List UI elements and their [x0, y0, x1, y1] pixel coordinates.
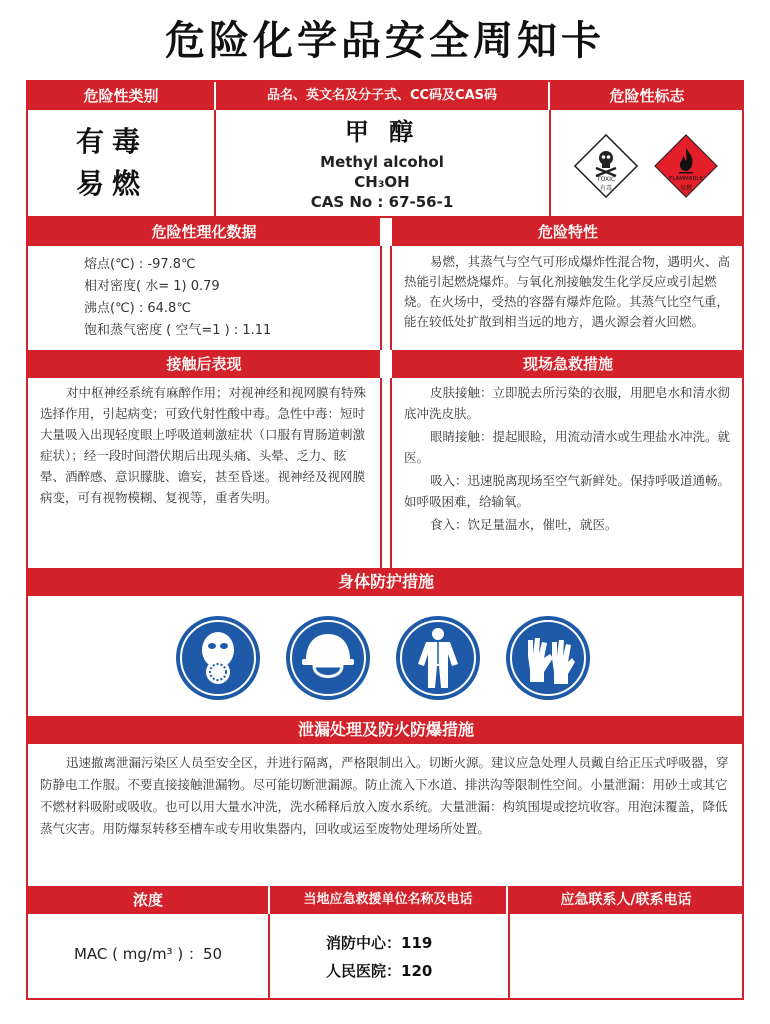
flammable-sign-en: FLAMMABLE	[669, 176, 703, 182]
first-aid-item: 皮肤接触：立即脱去所污染的衣服，用肥皂水和清水彻底冲洗皮肤。	[404, 385, 731, 421]
toxic-sign	[572, 132, 640, 200]
safety-card	[26, 80, 744, 1000]
physchem-item: 熔点(℃) : -97.8℃	[84, 257, 196, 272]
physchem-item: 相对密度( 水= 1) 0.79	[84, 279, 220, 294]
toxic-sign-en: TOXIC	[596, 176, 616, 183]
first-aid-list	[404, 382, 732, 535]
header-hazard-char: 危险特性	[392, 218, 744, 246]
protective-suit-icon	[396, 616, 480, 700]
header-hazard-sign: 危险性标志	[550, 82, 744, 110]
physchem-item: 沸点(℃) : 64.8℃	[84, 301, 191, 316]
header-physchem: 危险性理化数据	[28, 218, 380, 246]
chemical-formula: CH₃OH	[354, 173, 410, 191]
local-rescue-hospital: 人民医院：120	[326, 962, 433, 980]
toxic-sign-cn: 有毒	[599, 185, 612, 192]
header-names: 品名、英文名及分子式、CC码及CAS码	[214, 82, 550, 110]
hazard-char-text: 易燃，其蒸气与空气可形成爆炸性混合物，遇明火、高热能引起燃烧爆炸。与氧化剂接触发生化学反应或引起燃烧。在火场中，受热的容器有爆炸危险。其蒸气比空气重，能在较低处扩散到相当远的地方，遇火源会着火回燃。	[404, 254, 731, 329]
helmet-icon	[286, 616, 370, 700]
first-aid-item: 吸入：迅速脱离现场至空气新鲜处。保持呼吸道通畅。如呼吸困难，给输氧。	[404, 473, 731, 509]
first-aid-item: 眼睛接触：提起眼睑，用流动清水或生理盐水冲洗。就医。	[404, 429, 731, 465]
header-first-aid: 现场急救措施	[392, 350, 744, 378]
chemical-cas: CAS No : 67-56-1	[310, 193, 454, 211]
chemical-cn-name: 甲 醇	[344, 118, 420, 146]
header-local-rescue: 当地应急救援单位名称及电话	[268, 886, 508, 914]
header-concentration: 浓度	[28, 886, 268, 914]
header-hazard-category: 危险性类别	[28, 82, 214, 110]
header-symptoms: 接触后表现	[28, 350, 380, 378]
first-aid-item: 食入：饮足量温水，催吐，就医。	[430, 517, 618, 532]
hazard-category-toxic: 有毒	[76, 125, 149, 158]
header-emergency-contact: 应急联系人/联系电话	[508, 886, 744, 914]
gas-mask-icon	[176, 616, 260, 700]
header-protection: 身体防护措施	[28, 568, 744, 596]
hazard-category-flammable: 易燃	[76, 167, 149, 200]
flammable-sign	[652, 132, 720, 200]
physchem-list	[84, 254, 374, 342]
flammable-sign-cn: 易燃	[679, 185, 692, 192]
local-rescue-fire: 消防中心：119	[326, 934, 433, 952]
gloves-icon	[506, 616, 590, 700]
chemical-en-name: Methyl alcohol	[320, 153, 444, 171]
leak-text: 迅速撤离泄漏污染区人员至安全区，并进行隔离，严格限制出入。切断火源。建议应急处理人员戴自给正压式呼吸器，穿防静电工作服。不要直接接触泄漏物。尽可能切断泄漏源。防止流入下水道、排洪沟等限制性空间。小量泄漏：用砂土或其它不燃材料吸附或吸收。也可以用大量水冲洗，洗水稀释后放入废水系统。大量泄漏：构筑围堤或挖坑收容。用泡沫覆盖，降低蒸气灾害。用防爆泵转移至槽车或专用收集器内，回收或运至废物处理场所处置。	[40, 755, 729, 836]
physchem-item: 饱和蒸气密度 ( 空气=1 ) : 1.11	[84, 323, 272, 338]
symptoms-text: 对中枢神经系统有麻醉作用；对视神经和视网膜有特殊选择作用，引起病变；可致代射性酸中毒。急性中毒：短时大量吸入出现轻度眼上呼吸道刺激症状（口服有胃肠道刺激症状）；经一段时间潜伏期后出现头痛、头晕、乏力、眩晕、酒醉感、意识朦胧、谵妄，甚至昏迷。视神经及视网膜病变，可有视物模糊、复视等，重者失明。	[40, 385, 367, 505]
concentration-value: MAC ( mg/m³ ) ：50	[73, 945, 223, 963]
header-leak: 泄漏处理及防火防爆措施	[28, 716, 744, 744]
page-title: 危险化学品安全周知卡	[165, 18, 605, 64]
